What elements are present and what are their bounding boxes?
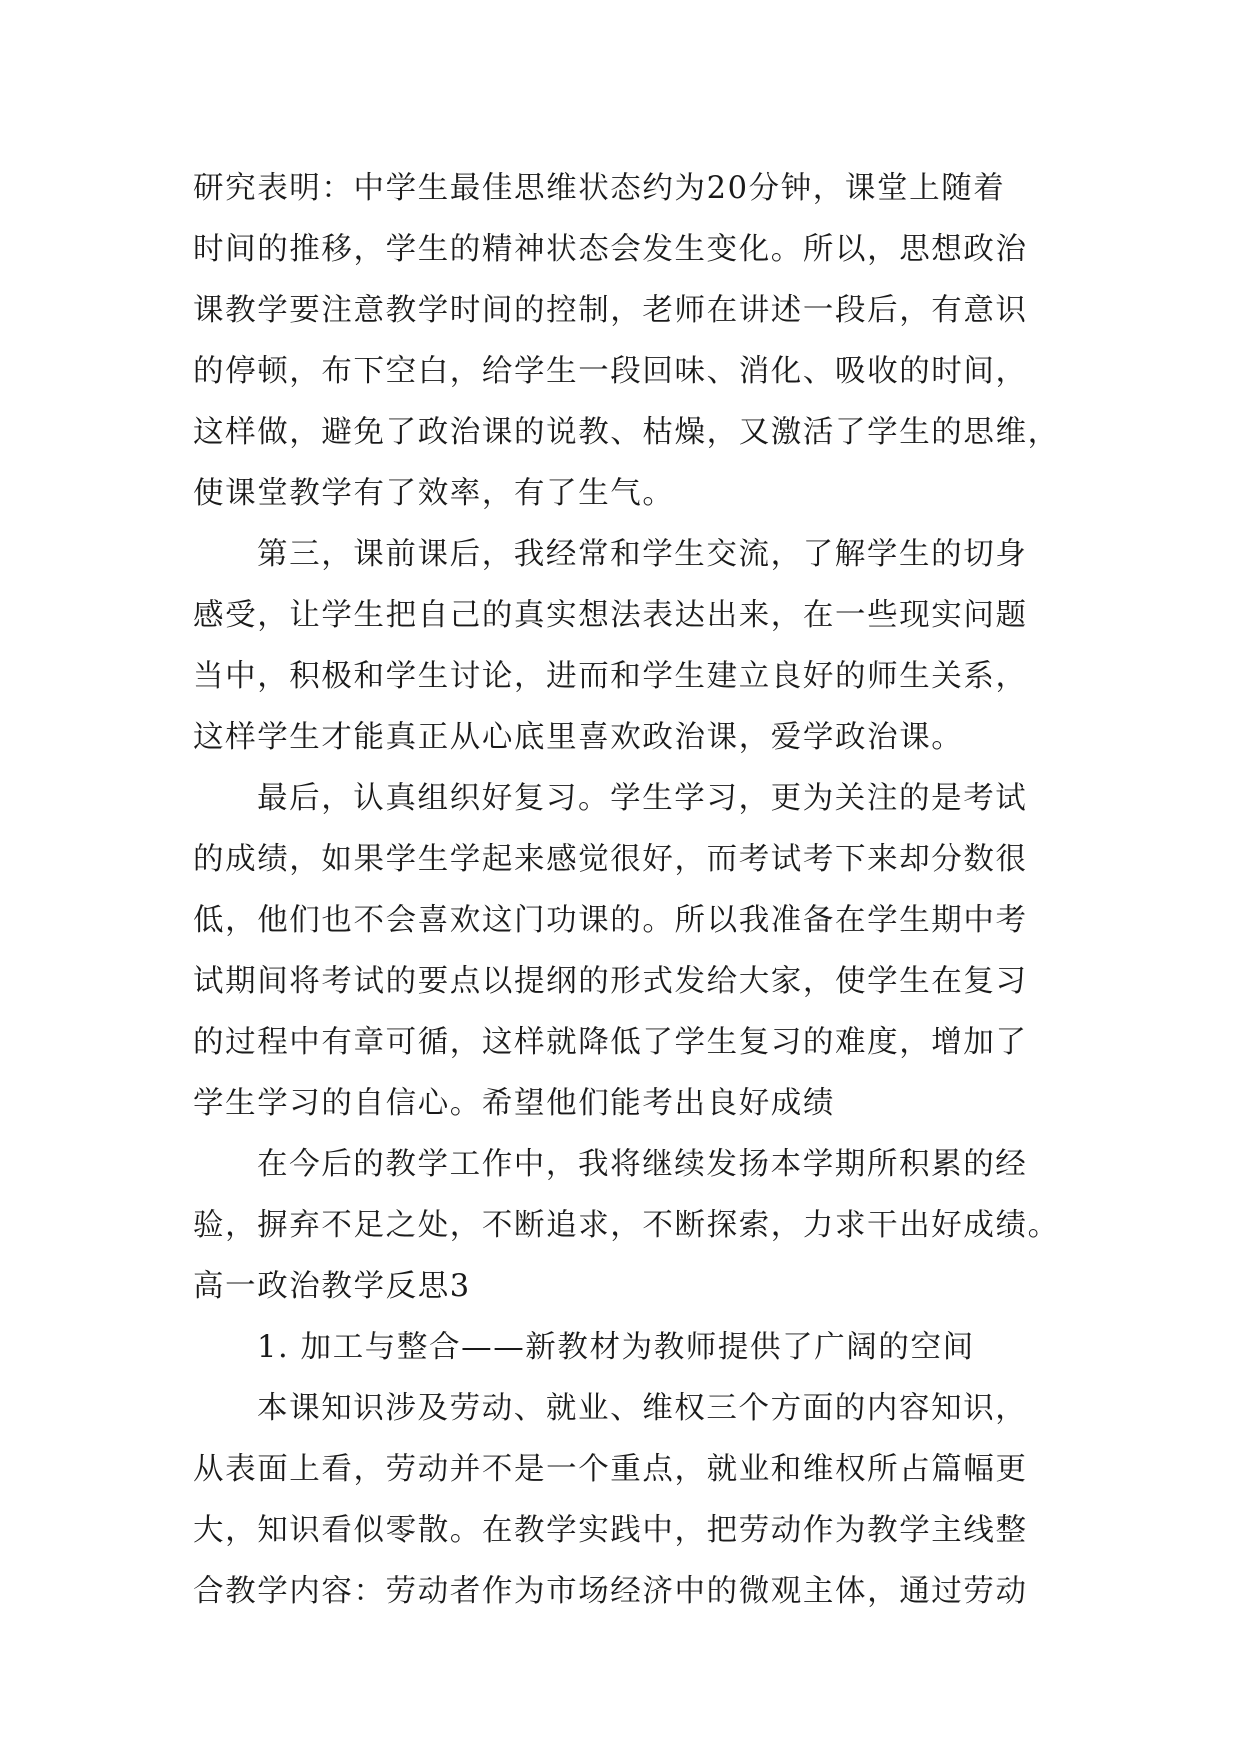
- text-line: 低，他们也不会喜欢这门功课的。所以我准备在学生期中考: [193, 903, 1028, 938]
- text-line: 大，知识看似零散。在教学实践中，把劳动作为教学主线整: [193, 1513, 1028, 1548]
- paragraph-first-line: 本课知识涉及劳动、就业、维权三个方面的内容知识，: [257, 1391, 1028, 1426]
- text-line: 这样学生才能真正从心底里喜欢政治课，爱学政治课。: [193, 720, 964, 755]
- text-line: 验，摒弃不足之处，不断追求，不断探索，力求干出好成绩。: [193, 1208, 1060, 1243]
- text-line: 课教学要注意教学时间的控制，老师在讲述一段后，有意识: [193, 293, 1028, 328]
- text-line: 研究表明：中学生最佳思维状态约为20分钟，课堂上随着: [193, 171, 1006, 206]
- paragraph-first-line: 最后，认真组织好复习。学生学习，更为关注的是考试: [257, 781, 1028, 816]
- text-line: 感受，让学生把自己的真实想法表达出来，在一些现实问题: [193, 598, 1028, 633]
- text-line: 使课堂教学有了效率，有了生气。: [193, 476, 675, 511]
- text-line: 当中，积极和学生讨论，进而和学生建立良好的师生关系，: [193, 659, 1028, 694]
- text-line: 的成绩，如果学生学起来感觉很好，而考试考下来却分数很: [193, 842, 1028, 877]
- text-line: 从表面上看，劳动并不是一个重点，就业和维权所占篇幅更: [193, 1452, 1028, 1487]
- text-line: 的过程中有章可循，这样就降低了学生复习的难度，增加了: [193, 1025, 1028, 1060]
- document-body: [193, 158, 1071, 1622]
- text-line: 合教学内容：劳动者作为市场经济中的微观主体，通过劳动: [193, 1574, 1028, 1609]
- paragraph-first-line: 第三，课前课后，我经常和学生交流，了解学生的切身: [257, 537, 1028, 572]
- text-line: 时间的推移，学生的精神状态会发生变化。所以，思想政治: [193, 232, 1028, 267]
- text-line: 学生学习的自信心。希望他们能考出良好成绩: [193, 1086, 835, 1121]
- section-heading: 高一政治教学反思3: [193, 1269, 471, 1304]
- text-line: 的停顿，布下空白，给学生一段回味、消化、吸收的时间，: [193, 354, 1028, 389]
- subsection-heading: 1. 加工与整合——新教材为教师提供了广阔的空间: [257, 1330, 975, 1365]
- text-line: 这样做，避免了政治课的说教、枯燥，又激活了学生的思维，: [193, 415, 1060, 450]
- paragraph-first-line: 在今后的教学工作中，我将继续发扬本学期所积累的经: [257, 1147, 1028, 1182]
- text-line: 试期间将考试的要点以提纲的形式发给大家，使学生在复习: [193, 964, 1028, 999]
